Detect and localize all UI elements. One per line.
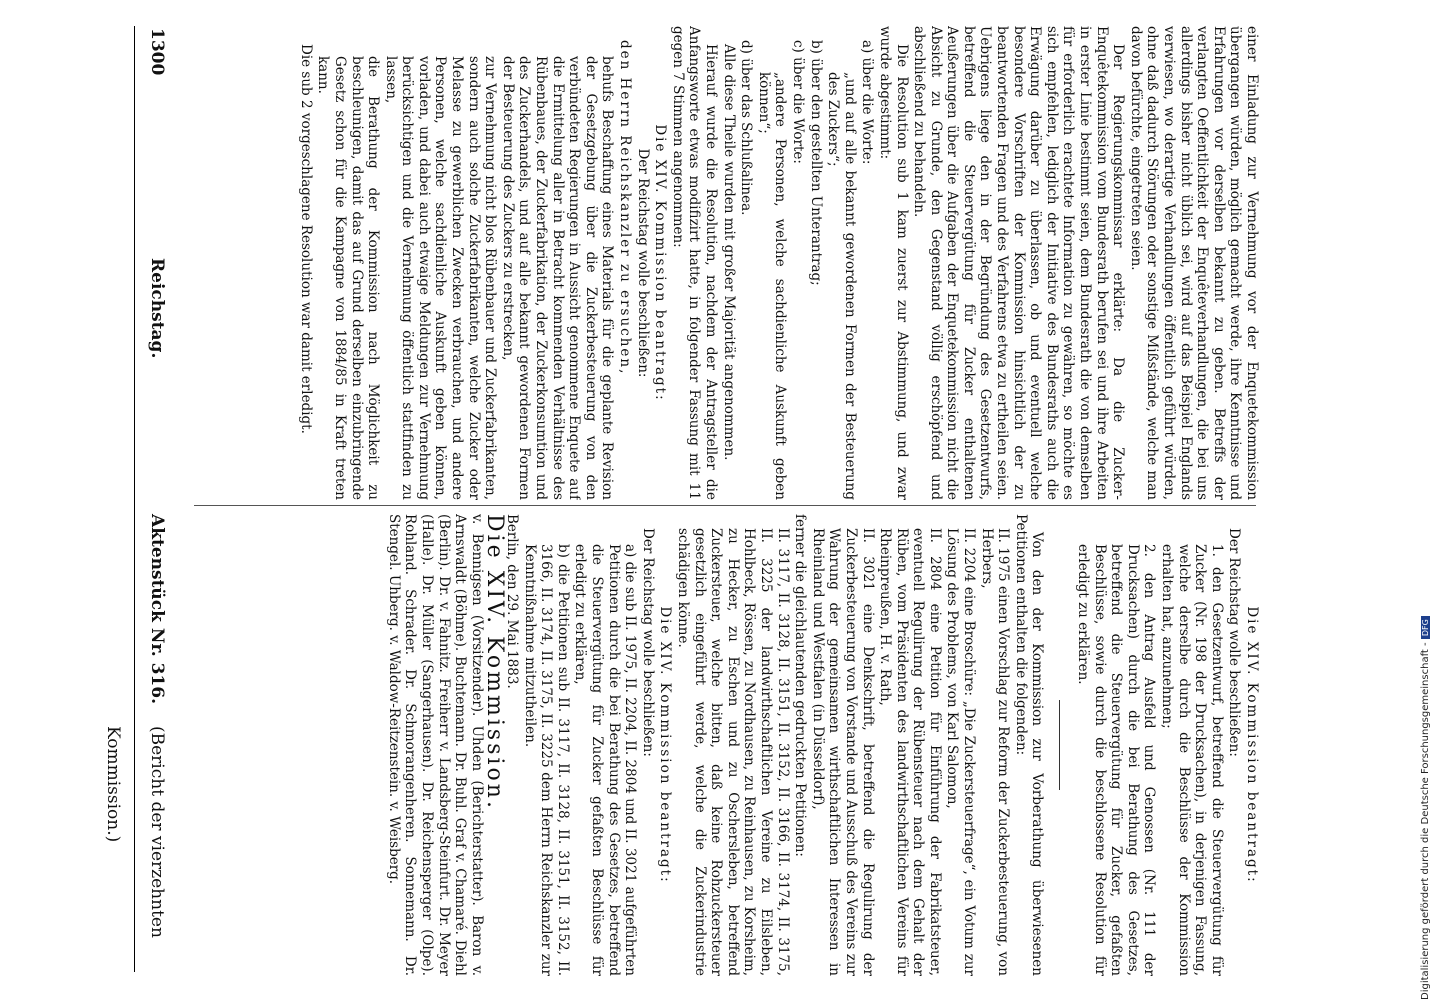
motion-subheading: Der Reichstag wolle beschließen:	[1226, 528, 1243, 757]
paragraph: Die Resolution sub 1 kam zuerst zur Abstimmung, und zwar wurde abgestimmt:	[876, 26, 910, 500]
paragraph: Die sub 2 vorgeschlagene Resolution war damit erledigt.	[297, 44, 314, 434]
paragraph: behufs Beschaffung eines Materials für die geplante Revision der Gesetzgebung über die Zuckerbesteuerung von den verbündeten Regierungen in Aussicht genommene Enquete auf die Ermittelung aller in Betracht kommenden Verhältnisse des Rübenbaues, der Zuckerfabrikation, der Zuckerkonsumtion und des Zuckerhandels, und auf alle bekannt gewordenen Formen der Besteuerung des Zuckers zu erstrecken,	[499, 56, 616, 500]
list-item: II. 2804 eine Petition für Einführung der Fabrikatsteuer, eventuell Regulirung der Rübensteuer nach dem Gehalt der Rüben, vom Präsidenten des landwirthschaftlichen Vereins für Rheinpreußen, H. v. Rath,	[877, 528, 943, 976]
column-divider	[194, 505, 1256, 506]
list-item: a) die sub II. 1975, II. 2204, II. 2804 und II. 3021 aufgeführten Petitionen durch die bei Berathung des Gesetzes, betreffend die Steuervergütung für Zucker gefaßten Beschlüsse für erledigt zu erklären,	[572, 544, 639, 976]
digitization-credit	[1420, 600, 1431, 1000]
list-item: 1. den Gesetzentwurf, betreffend die Steuervergütung für Zucker (Nr. 198 der Drucksachen), in derjenigen Fassung, welche derselbe durch die Beschlüsse der Kommission erhalten hat, anzunehmen;	[1159, 544, 1225, 976]
commission-title: Die XIV. Kommission.	[482, 514, 508, 811]
list-item: d) über das Schlußalinea.	[738, 40, 755, 216]
paragraph: den Herrn Reichskanzler zu ersuchen,	[617, 40, 634, 376]
paragraph: Hierauf wurde die Resolution, nachdem der Antragsteller die Anfangsworte etwas modifizirt hatte, in folgender Fassung mit 11 gegen 7 Stimmen angenommen:	[669, 26, 719, 500]
list-item: b) die Petitionen sub II. 3117, II. 3128, II. 3151, II. 3152, II. 3166, II. 3174, II. 3175, II. 3225 dem Herrn Reichskanzler zur Kenntnißnahme mitzutheilen.	[521, 544, 571, 976]
paragraph: ferner die gleichlautenden gedruckten Petitionen:	[792, 514, 809, 857]
list-item: II. 3021 eine Denkschrift, betreffend die Regulirung der Zuckerbesteuerung von Vorstande und Ausschuß des Vereins zur Wahrung der gemeinsamen wirthschaftlichen Interessen in Rheinland und Westfalen (in Düsseldorf),	[809, 528, 876, 976]
paragraph: Der Regierungskommissar erklärte: Da die Zucker-Enquêtekommission vom Bundesrath berufen sei und ihre Arbeiten in erster Linie bestimmt seien, dem Bundesrath die von demselben für erforderlich erachtete Information zu gewähren, so möchte es sich empfehlen, lediglich der Initiative des Bundesraths auch die Erwägung darüber zu überlassen, ob und eventuell welche besondere Vorschriften der Kommission hinsichtlich der zu beantwortenden Fragen und des Verfahrens etwa zu ertheilen seien. Uebrigens liege den in der Begründung des Gesetzentwurfs, betreffend die Steuervergütung für Zucker enthaltenen Aeußerungen über die Aufgaben der Enquetekommission nicht die Absicht zu Grunde, den Gegenstand völlig erschöpfend und abschließend zu behandeln.	[911, 26, 1127, 500]
credit-text: Digitalisierung gefördert durch die Deutsche Forschungsgemeinschaft -	[1420, 642, 1431, 1000]
paragraph: einer Einladung zur Vernehmung vor der Enquetekommission übergangen würden, möglich gemacht werde, ihre Kenntnisse und Erfahrungen vor derselben bekannt zu geben. Betreffs der verlangten Oeffentlichkeit der Enquêteverhandlungen, die bei uns allerdings bisher nicht üblich sei, wird auf das Beispiel Englands verwiesen, wo derartige Verhandlungen öffentlich geführt würden, ohne daß dadurch Störungen oder sonstige Mißstände, welche man davon befürchte, eingetreten seien.	[1127, 26, 1260, 500]
header-report: (Bericht der vierzehnten Kommission.)	[103, 726, 167, 938]
header-chamber: Reichstag.	[147, 258, 167, 359]
list-item: c) über die Worte:	[789, 40, 806, 164]
list-item: a) über die Worte:	[859, 40, 876, 165]
list-item: II. 2204 eine Broschüre: „Die Zuckersteuerfrage“, ein Votum zur Lösung des Problems, von Karl Salomon,	[944, 528, 978, 976]
motion-heading: Die XIV. Kommission beantragt:	[657, 606, 674, 884]
list-item: b) über den gestellten Unterantrag;	[807, 40, 824, 286]
paragraph: Von den der Kommission zur Vorberathung überwiesenen Petitionen enthalten die folgenden:	[1012, 514, 1046, 976]
right-column	[190, 514, 1260, 976]
date-line: Berlin, den 29. Mai 1883.	[504, 514, 521, 689]
paragraph: zur Vernehmung nicht blos Rübenbauer und Zuckerfabrikanten, sondern auch solche Zuckerfabrikanten, welche Zucker oder Melasse zu gewerblichen Zwecken verbrauchen, und andere Personen, welche sachdienliche Auskunft geben können, vorladen, und dabei auch etwaige Meldungen zur Vernehmung berücksichtigen und die Vernehmung öffentlich stattfinden zu lassen,	[382, 56, 499, 500]
page-number: 1300	[147, 28, 167, 76]
paragraph: Alle diese Theile wurden mit großer Majorität angenommen.	[720, 44, 737, 461]
list-item: II. 1975 einen Vorschlag zur Reform der Zuckerbesteuerung, von Herbers,	[978, 528, 1012, 976]
motion-heading: Die XIV. Kommission beantragt:	[652, 124, 669, 402]
list-item: „und auf alle bekannt gewordenen Formen der Besteuerung des Zuckers“;	[825, 72, 858, 500]
list-item: 2. den Antrag Ausfeld und Genossen (Nr. 111 der Drucksachen) durch die bei Berathung des Gesetzes, betreffend die Steuervergütung für Zucker, gefaßten Beschlüsse, sowie durch die beschlossene Resolution für erledigt zu erklären.	[1075, 544, 1158, 976]
separator-rule	[1059, 700, 1060, 790]
members-list: v. Bennigsen (Vorsitzender). Uhden (Berichterstatter). Baron v. Arnswaldt (Böhme). Buchtemann. Dr. Buhl. Graf v. Chamaré. Diehl (Berlin). Dr. v. Fahnitz. Freiherr v. Landsberg-Steinfurt. Dr. Meyer (Halle). Dr. Müller (Sangerhausen). Dr. Reichensperger (Olpe). Rohland. Schrader. Dr. Schmorangenheren. Sonnemann. Dr. Stengel. Uhberg. v. Waldow-Reitzenstein. v. Weisberg.	[385, 514, 485, 976]
left-column	[190, 26, 1260, 500]
motion-subheading: Der Reichstag wolle beschließen:	[634, 148, 651, 378]
page-header	[103, 26, 179, 972]
dfg-logo: DFG	[1421, 616, 1430, 639]
list-item: II. 3117, II. 3128, II. 3151, II. 3152, II. 3166, II. 3174, II. 3175, II. 3225 der landwirthschaftlichen Vereine zu Eilsleben, Hohlbeck, Rössen, zu Nordhausen, zu Reinhausen, zu Korsheim, zu Hecker, zu Eschen und zu Oschersleben, betreffend Zuckersteuer, welche bitten, daß keine Rohzuckersteuer gesetzlich eingeführt werde, welche die Zuckerindustrie schädigen könne.	[675, 528, 791, 976]
paragraph: die Berathung der Kommission nach Möglichkeit zu beschleunigen, damit das auf Grund derselben einzubringende Gesetz schon für die Kampagne von 1884/85 in Kraft treten kann.	[315, 56, 382, 500]
motion-subheading: Der Reichstag wolle beschließen:	[639, 528, 656, 757]
list-item: „andere Personen, welche sachdienliche Auskunft geben können“;	[755, 72, 789, 500]
header-document: Aktenstück Nr. 316.	[147, 514, 167, 705]
motion-heading: Die XIV. Kommission beantragt:	[1244, 606, 1260, 884]
